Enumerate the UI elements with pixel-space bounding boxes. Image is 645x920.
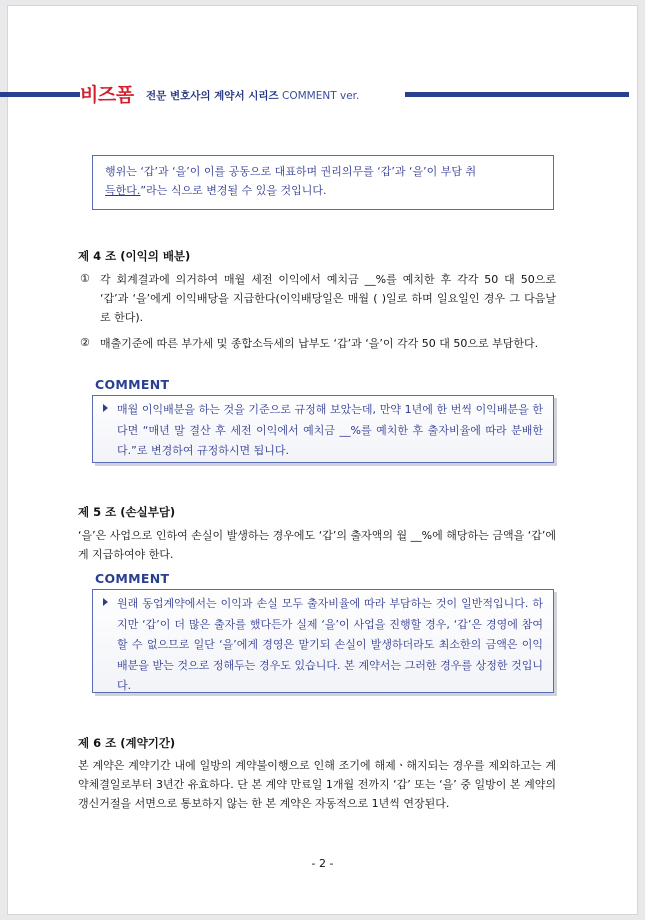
comment-label: COMMENT [95, 377, 170, 392]
triangle-bullet-icon [103, 404, 108, 412]
article-5-comment-box [92, 589, 554, 693]
article-6-body: 본 계약은 계약기간 내에 일방의 계약불이행으로 인해 조기에 해제ㆍ해지되는 경우를 제외하고는 계약체결일로부터 3년간 유효하다. 단 본 계약 만료일 1개월 전까지 ‘갑’ 또는 ‘을’ 중 일방이 본 계약의 갱신거절을 서면으로 통보하지 않는 한 본 계약은 자동적으로 1년씩 연장된다. [78, 759, 556, 810]
page-number: - 2 - [311, 857, 334, 870]
article-4-item-2-number: ② [80, 336, 90, 349]
triangle-bullet-icon [103, 598, 108, 606]
comment-label: COMMENT [95, 571, 170, 586]
article-5-comment-text: 원래 동업계약에서는 이익과 손실 모두 출자비율에 따라 부담하는 것이 일반적입니다. 하지만 ‘갑’이 더 많은 출자를 했다든가 실제 ‘을’이 사업을 진행할 경우, ‘갑’은 경영에 참여할 수 없으므로 일단 ‘을’에게 경영은 맡기되 손실이 발생하더라도 최소한의 금액은 이익배분을 받는 것으로 정해두는 경우도 있습니다. 본 계약서는 그러한 경우를 상정한 것입니다. [117, 597, 543, 692]
article-5-body: ‘을’은 사업으로 인하여 손실이 발생하는 경우에도 ‘갑’의 출자액의 월 __%에 해당하는 금액을 ‘갑’에게 지급하여야 한다. [78, 529, 556, 561]
article-4-comment-text: 매월 이익배분을 하는 것을 기준으로 규정해 보았는데, 만약 1년에 한 번씩 이익배분을 한다면 “매년 말 결산 후 세전 이익에서 예치금 __%를 예치한 후 출자비율에 따라 분배한다.”로 변경하여 규정하시면 됩니다. [117, 403, 543, 457]
article-4-item-1: 각 회계결과에 의거하여 매월 세전 이익에서 예치금 __%를 예치한 후 각각 50 대 50으로 ‘갑’과 ‘을’에게 이익배당을 지급한다(이익배당일은 매월 ( )일로 하며 일요일인 경우 그 다음날로 한다). [100, 273, 556, 324]
series-title-english: COMMENT ver. [282, 90, 360, 102]
article-6-heading: 제 6 조 (계약기간) [78, 736, 176, 750]
series-title [146, 88, 359, 103]
header-rule-left [0, 92, 80, 97]
continued-comment-line-1: 행위는 ‘갑’과 ‘을’이 이를 공동으로 대표하며 권리의무를 ‘갑’과 ‘을’이 부담 취 [105, 165, 477, 178]
continued-comment-underlined: 득한다. [105, 184, 141, 197]
header-rule-right [405, 92, 629, 97]
brand-logo: 비즈폼 [80, 84, 134, 106]
series-title-korean: 전문 변호사의 계약서 시리즈 [146, 90, 279, 102]
article-4-comment-box [92, 395, 554, 463]
continued-comment-rest: ”라는 식으로 변경될 수 있을 것입니다. [140, 184, 327, 197]
article-4-item-2: 매출기준에 따른 부가세 및 종합소득세의 납부도 ‘갑’과 ‘을’이 각각 50 대 50으로 부담한다. [100, 337, 539, 350]
article-4-item-1-number: ① [80, 272, 90, 285]
continued-comment-line-2 [105, 181, 545, 200]
article-5-heading: 제 5 조 (손실부담) [78, 505, 176, 519]
article-4-heading: 제 4 조 (이익의 배분) [78, 249, 191, 263]
continued-comment-box [92, 155, 554, 210]
